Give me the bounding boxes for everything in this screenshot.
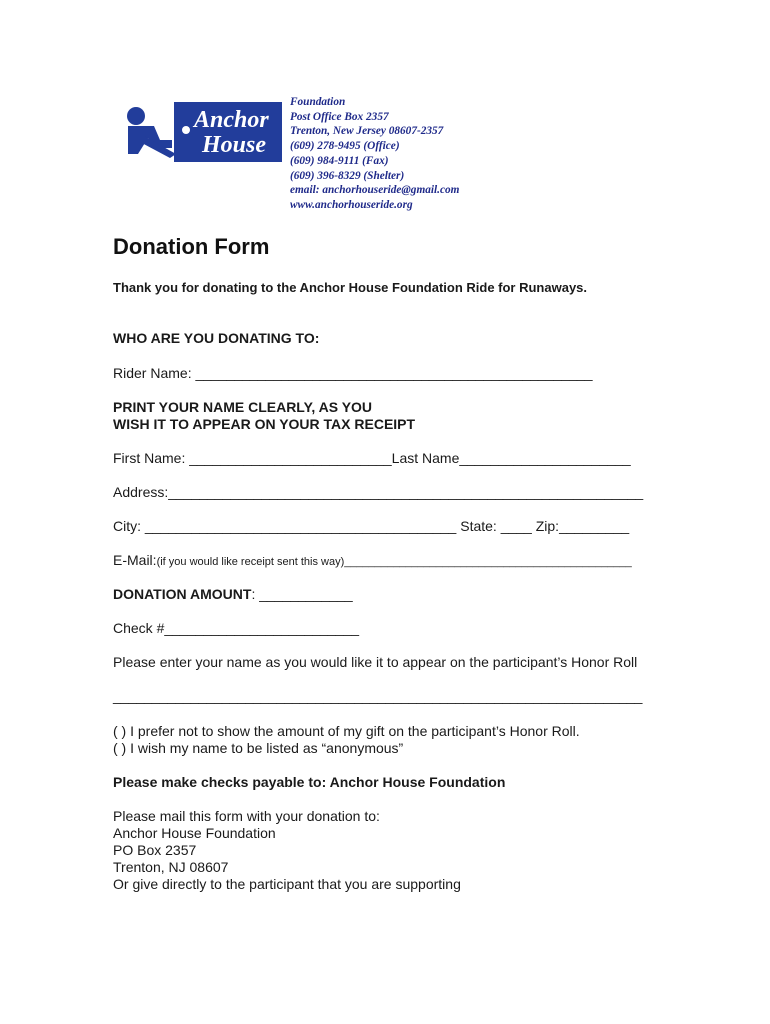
rider-name-field[interactable]: Rider Name: ___________________________________________________ — [113, 365, 593, 381]
page-title: Donation Form — [113, 234, 270, 259]
anchor-logo-icon — [114, 96, 284, 168]
letterhead-city: Trenton, New Jersey 08607-2357 — [290, 125, 444, 138]
honor-roll-instruction: Please enter your name as you would like it to appear on the participant’s Honor Roll — [113, 654, 638, 670]
letterhead-email: email: anchorhouseride@gmail.com — [290, 184, 460, 197]
mailing-instructions — [113, 808, 461, 893]
letterhead-po-box: Post Office Box 2357 — [290, 110, 389, 123]
address-field[interactable]: Address:_____________________________________________________________ — [113, 484, 644, 500]
print-name-heading — [113, 399, 415, 433]
mail-line-city: Trenton, NJ 08607 — [113, 859, 229, 875]
print-name-line-1: PRINT YOUR NAME CLEARLY, AS YOU — [113, 399, 373, 415]
logo-text-house: House — [202, 132, 267, 158]
donation-amount-field[interactable] — [113, 586, 353, 602]
who-heading: WHO ARE YOU DONATING TO: — [113, 330, 320, 346]
check-number-field[interactable]: Check #_________________________ — [113, 620, 360, 636]
city-state-zip-field[interactable]: City: ________________________________________ State: ____ Zip:_________ — [113, 518, 630, 534]
mail-line-intro: Please mail this form with your donation to: — [113, 808, 380, 824]
option-anonymous[interactable]: ( ) I wish my name to be listed as “anonymous” — [113, 740, 404, 756]
honor-roll-name-field[interactable]: ____________________________________________________________________ — [113, 688, 643, 704]
anchor-house-logo — [114, 96, 284, 168]
email-label: E-Mail: — [113, 552, 157, 568]
mail-line-po-box: PO Box 2357 — [113, 842, 197, 858]
mail-line-direct: Or give directly to the participant that you are supporting — [113, 876, 461, 892]
letterhead-contact — [290, 95, 550, 213]
donation-amount-blank: : ____________ — [251, 586, 353, 602]
donation-amount-label: DONATION AMOUNT — [113, 586, 252, 602]
option-hide-amount[interactable]: ( ) I prefer not to show the amount of my gift on the participant’s Honor Roll. — [113, 723, 580, 739]
mail-line-org: Anchor House Foundation — [113, 825, 276, 841]
letterhead-office-phone: (609) 278-9495 (Office) — [290, 140, 400, 153]
letterhead-foundation: Foundation — [290, 96, 346, 108]
logo-text-anchor: Anchor — [194, 107, 269, 133]
letterhead-fax: (609) 984-9111 (Fax) — [290, 154, 389, 167]
thanks-text: Thank you for donating to the Anchor House Foundation Ride for Runaways. — [113, 280, 588, 295]
letterhead-shelter-phone: (609) 396-8329 (Shelter) — [290, 169, 405, 182]
letterhead-website: www.anchorhouseride.org — [290, 198, 413, 211]
honor-roll-options — [113, 723, 580, 757]
print-name-line-2: WISH IT TO APPEAR ON YOUR TAX RECEIPT — [113, 416, 416, 432]
email-note: (if you would like receipt sent this way) — [156, 556, 345, 568]
first-last-name-field[interactable]: First Name: __________________________Last Name______________________ — [113, 450, 631, 466]
email-field[interactable] — [113, 552, 632, 568]
email-blank: _______________________________________________ — [344, 556, 632, 568]
payable-instruction: Please make checks payable to: Anchor House Foundation — [113, 774, 506, 790]
